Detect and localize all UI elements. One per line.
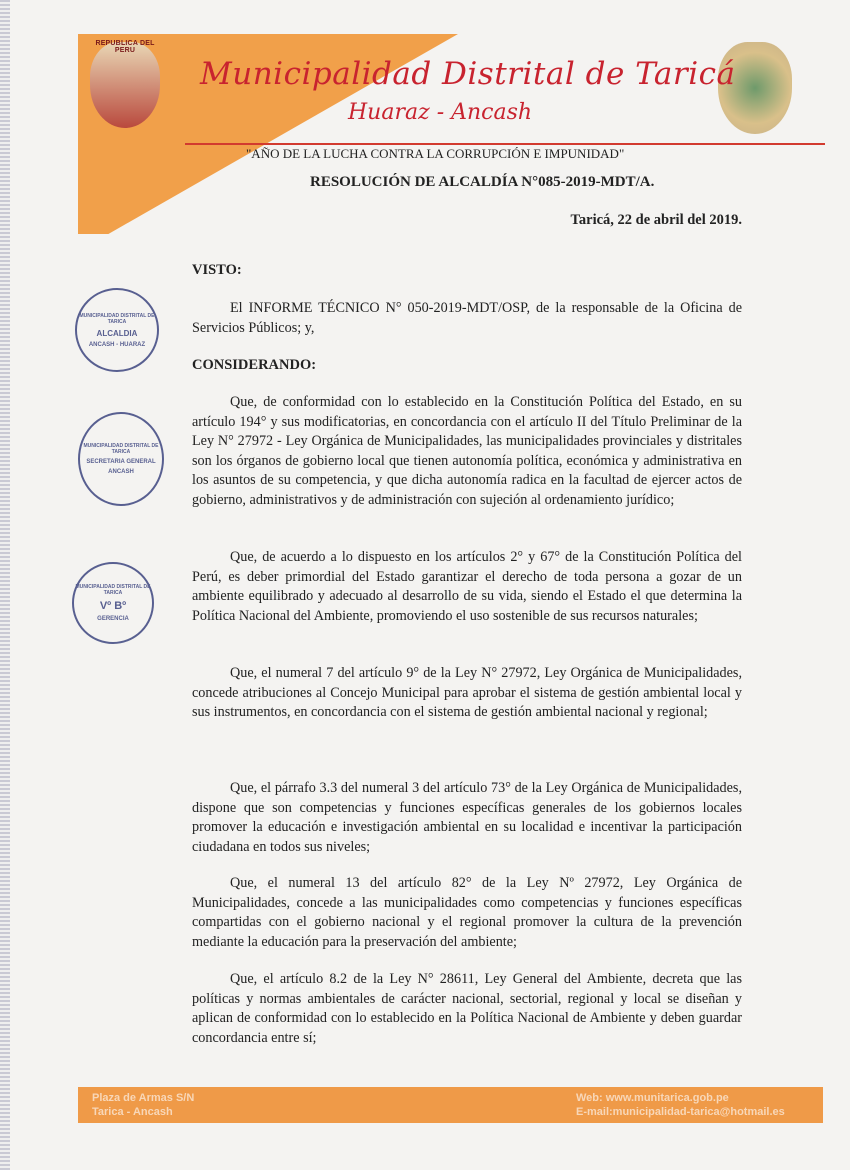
left-crest-text: REPUBLICA DEL PERU (95, 40, 155, 54)
municipality-subtitle: Huaraz - Ancash (348, 100, 533, 125)
peru-coat-of-arms-logo (90, 42, 160, 128)
visto-text: El INFORME TÉCNICO N° 050-2019-MDT/OSP, de la responsable de la Oficina de Servicios Públicos; y, (192, 300, 742, 336)
footer-email: E-mail:municipalidad-tarica@hotmail.es (576, 1106, 785, 1118)
municipality-title: Municipalidad Distrital de Taricá (200, 56, 736, 92)
footer-address-line1: Plaza de Armas S/N (92, 1092, 195, 1104)
footer-web: Web: www.munitarica.gob.pe (576, 1092, 729, 1104)
gerencia-stamp: MUNICIPALIDAD DISTRITAL DE TARICA Vº Bº GERENCIA (72, 562, 154, 644)
paragraph: Que, el numeral 7 del artículo 9° de la Ley N° 27972, Ley Orgánica de Municipalidades, concede atribuciones al Concejo Municipal para aprobar el sistema de gestión ambiental local y sus instrumentos, en concordancia con el sistema de gestión ambiental nacional y regional; (192, 665, 742, 720)
scan-edge (0, 0, 10, 1170)
place-date: Taricá, 22 de abril del 2019. (570, 212, 742, 228)
header-divider (185, 143, 825, 145)
visto-label: VISTO: (192, 262, 242, 278)
paragraph: Que, el numeral 13 del artículo 82° de la Ley Nº 27972, Ley Orgánica de Municipalidades, concede a las municipalidades como competencias y funciones específicas compartidas con el gobierno nacional y el regional promover la cultura de la prevención mediante la educación para la preservación del ambiente; (192, 875, 742, 950)
paragraph: Que, el párrafo 3.3 del numeral 3 del artículo 73° de la Ley Orgánica de Municipalidades, dispone que son competencias y funciones específicas generales de los gobiernos locales promover la educación e investigación ambiental en su localidad e incentivar la participación ciudadana en todos sus niveles; (192, 780, 742, 855)
paragraph: Que, de acuerdo a lo dispuesto en los artículos 2° y 67° de la Constitución Política del Perú, es deber primordial del Estado garantizar el derecho de toda persona a gozar de un ambiente equilibrado y adecuado al desarrollo de su vida, siendo el Estado el que determina la Política Nacional del Ambiente, promoviendo el uso sostenible de sus recursos naturales; (192, 549, 742, 624)
considerando-label: CONSIDERANDO: (192, 357, 317, 373)
resolution-title: RESOLUCIÓN DE ALCALDÍA N°085-2019-MDT/A. (310, 174, 655, 190)
year-motto: "AÑO DE LA LUCHA CONTRA LA CORRUPCIÓN E IMPUNIDAD" (246, 146, 625, 161)
paragraph: Que, de conformidad con lo establecido en la Constitución Política del Estado, en su artículo 194° y sus modificatorias, en concordancia con el artículo II del Título Preliminar de la Ley N° 27972 - Ley Orgánica de Municipalidades, las municipalidades provinciales y distritales son los órganos de gobierno local que tienen autonomía política, económica y administrativa en los asuntos de su competencia, y que dicha autonomía radica en la facultad de ejercer actos de gobierno, administrativos y de administración con sujeción al ordenamiento jurídico; (192, 394, 742, 508)
footer-band (78, 1087, 823, 1123)
secretaria-stamp: MUNICIPALIDAD DISTRITAL DE TARICA SECRETARIA GENERAL ANCASH (78, 412, 164, 506)
alcaldia-stamp: MUNICIPALIDAD DISTRITAL DE TARICA ALCALDIA ANCASH - HUARAZ (75, 288, 159, 372)
paragraph: Que, el artículo 8.2 de la Ley N° 28611, Ley General del Ambiente, decreta que las políticas y normas ambientales de carácter nacional, sectorial, regional y local se diseñan y aplican de conformidad con lo establecido en la Política Nacional de Ambiente y deben guardar concordancia entre sí; (192, 971, 742, 1046)
footer-address-line2: Tarica - Ancash (92, 1106, 173, 1118)
